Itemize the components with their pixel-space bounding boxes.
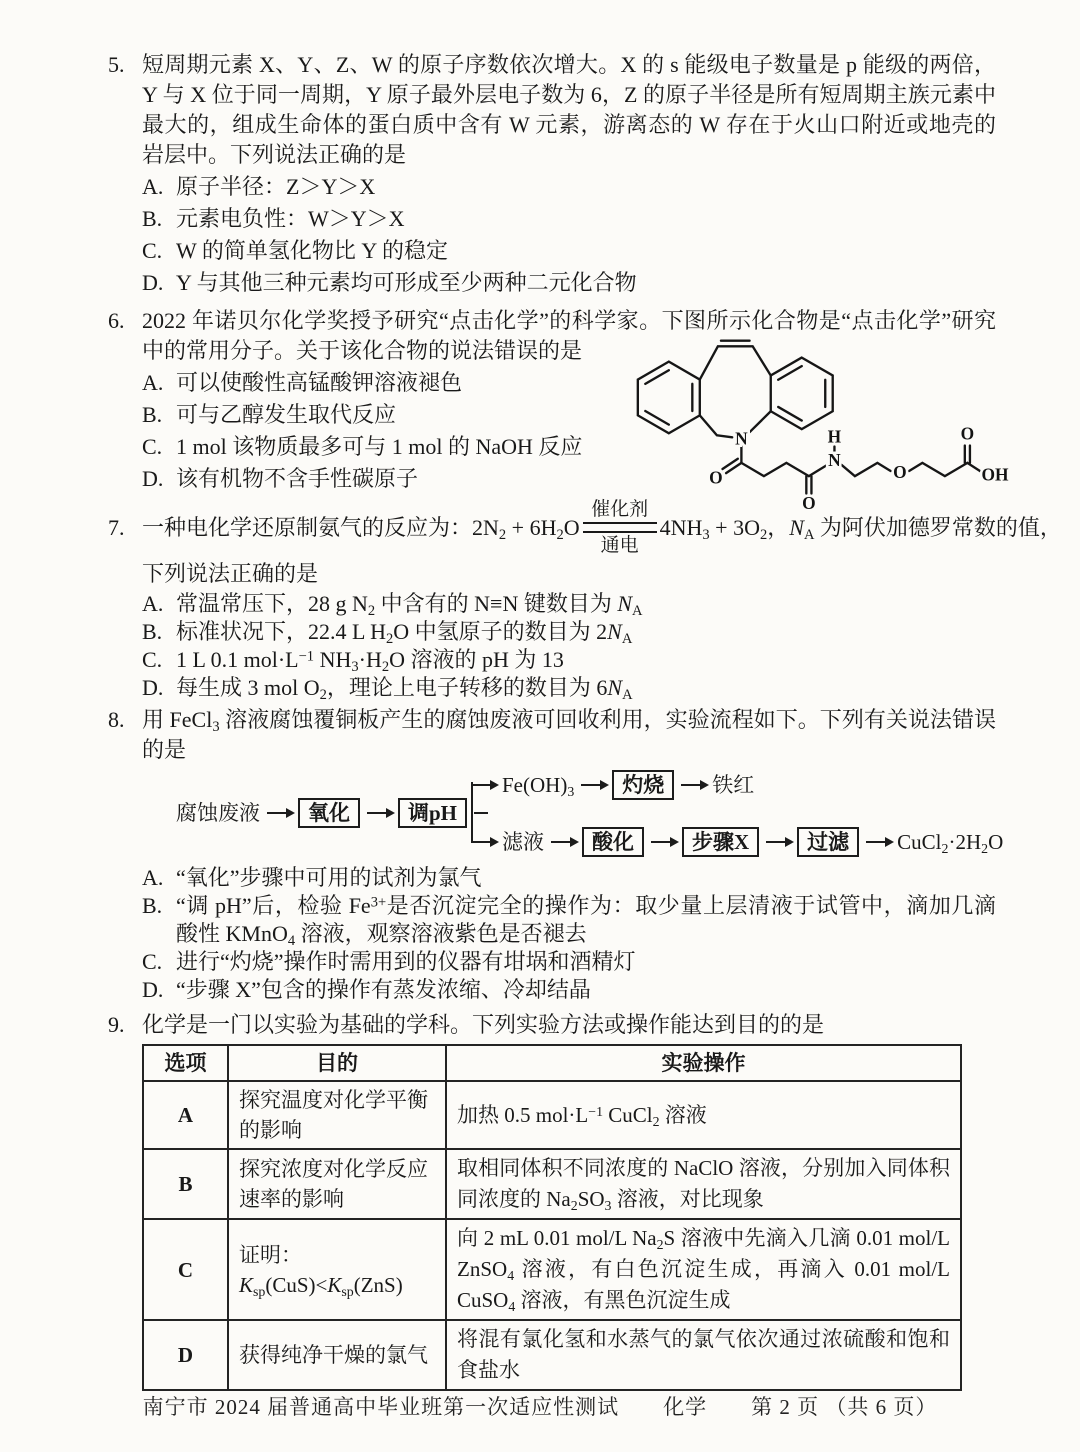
question-5 <box>108 50 996 298</box>
flow-intermediate-feoh3: $Fe(OH)_3$ <box>502 773 575 799</box>
header-purpose: 目的 <box>228 1045 446 1081</box>
arrow-icon <box>766 841 786 843</box>
question-6-option-d <box>142 464 634 494</box>
question-9-number: 9. <box>108 1012 125 1037</box>
row-operation: 向 2 mL 0.01 mol/L $Na_2S$ 溶液中先滴入几滴 0.01 mol/L ZnSO$_4$ 溶液，有白色沉淀生成，再滴入 0.01 mol/L CuSO$_4$ 溶液，有黑色沉淀生成 <box>446 1219 961 1320</box>
row-purpose: 获得纯净干燥的氯气 <box>228 1320 446 1390</box>
question-6-stem: 2022 年诺贝尔化学奖授予研究“点击化学”的科学家。下图所示化合物是“点击化学”研究中的常用分子。关于该化合物的说法错误的是 <box>142 308 996 363</box>
ring-nitrogen-label: N <box>735 429 748 449</box>
arrow-icon <box>471 784 491 786</box>
option-label: B. <box>142 402 163 427</box>
flow-box-oxidize: 氧化 <box>298 798 360 828</box>
connector-line <box>474 812 488 814</box>
process-flow-diagram <box>176 770 1004 856</box>
amide-oxygen-label: O <box>709 468 723 488</box>
flow-box-acidify: 酸化 <box>582 827 644 857</box>
question-9 <box>108 1010 996 1391</box>
option-text: W 的简单氢化物比 Y 的稳定 <box>176 238 448 263</box>
carboxyl-double-bond <box>965 445 970 462</box>
option-text: 1 mol 该物质最多可与 1 mol 的 NaOH 反应 <box>176 434 583 459</box>
question-8 <box>108 705 1004 1004</box>
equation-right: $4NH_3 + 3O_2$， <box>659 514 790 543</box>
arrow-icon <box>681 784 701 786</box>
double-equals-line <box>583 522 657 533</box>
condition-top: 催化剂 <box>591 499 649 520</box>
equation-tail: $N_A$ 为阿伏加德罗常数的值， <box>789 514 1062 543</box>
option-text: 标准状况下，22.4 L $H_2O$ 中氢原子的数目为 $2N_A$ <box>176 619 633 648</box>
question-8-option-d <box>142 976 996 1004</box>
benzene-ring-left <box>638 362 700 434</box>
option-label: A. <box>142 174 164 199</box>
question-6-option-a <box>142 368 634 398</box>
table-row <box>143 1081 961 1149</box>
option-text: “步骤 X”包含的操作有蒸发浓缩、冷却结晶 <box>176 977 591 1002</box>
question-7-option-b <box>142 618 996 648</box>
arrow-icon <box>267 812 287 814</box>
option-label: A. <box>142 370 164 395</box>
option-label: C. <box>142 238 163 263</box>
molecule-structure-figure <box>616 332 1012 514</box>
carbonyl-2-double-bond <box>806 476 811 493</box>
question-7-option-d <box>142 674 996 704</box>
option-label: C. <box>142 949 163 974</box>
condition-bottom: 通电 <box>600 535 639 556</box>
question-5-option-a <box>142 172 996 202</box>
row-option: C <box>143 1219 228 1320</box>
question-8-stem: 用 FeCl$_3$ 溶液腐蚀覆铜板产生的腐蚀废液可回收利用，实验流程如下。下列有关说法错误的是 <box>142 707 996 762</box>
row-purpose: 探究温度对化学平衡的影响 <box>228 1081 446 1149</box>
amide-nitrogen-label: N <box>828 450 841 470</box>
arrow-icon <box>551 841 571 843</box>
question-8-number: 8. <box>108 707 125 732</box>
acid-hydroxyl-label: OH <box>981 465 1009 485</box>
option-label: D. <box>142 466 164 491</box>
row-option: D <box>143 1320 228 1390</box>
flow-box-calcine: 灼烧 <box>612 770 674 800</box>
benzene-ring-right <box>771 358 833 430</box>
row-operation: 加热 0.5 $mol\cdot L^{-1}$ CuCl$_2$ 溶液 <box>446 1081 961 1149</box>
option-text: “氧化”步骤中可用的试剂为氯气 <box>176 865 482 890</box>
question-5-stem: 短周期元素 X、Y、Z、W 的原子序数依次增大。X 的 s 能级电子数量是 p 能级的两倍，Y 与 X 位于同一周期，Y 原子最外层电子数为 6，Z 的原子半径是所有短周期主族元素中最大的，组成生命体的蛋白质中含有 W 元素，游离态的 W 存在于火山口附近或地壳的岩层中。下列说法正确的是 <box>142 52 996 167</box>
arrow-icon <box>651 841 671 843</box>
option-text: 该有机物不含手性碳原子 <box>176 466 419 491</box>
arrow-icon <box>581 784 601 786</box>
option-label: C. <box>142 647 163 672</box>
row-purpose: 探究浓度对化学反应速率的影响 <box>228 1149 446 1219</box>
option-text: 每生成 3 mol $O_2$，理论上电子转移的数目为 $6N_A$ <box>176 675 633 704</box>
flow-box-step-x: 步骤X <box>682 827 759 857</box>
row-option: B <box>143 1149 228 1219</box>
option-text: 常温常压下，28 g $N_2$ 中含有的 N≡N 键数目为 $N_A$ <box>176 591 643 620</box>
equation-left: $2N_2 + 6H_2O$ <box>472 514 580 543</box>
header-operation: 实验操作 <box>446 1045 961 1081</box>
table-header-row <box>143 1045 961 1081</box>
question-7-intro: 一种电化学还原制氨气的反应为： <box>142 514 473 540</box>
option-text: 可以使酸性高锰酸钾溶液褪色 <box>176 370 463 395</box>
option-text: “调 pH”后，检验 $Fe^{3+}$是否沉淀完全的操作为：取少量上层清液于试管中，滴加几滴酸性 KMnO$_4$ 溶液，观察溶液紫色是否褪去 <box>176 893 996 950</box>
question-9-stem: 化学是一门以实验为基础的学科。下列实验方法或操作能达到目的的是 <box>142 1012 825 1037</box>
option-label: B. <box>142 893 163 918</box>
question-7-option-c <box>142 646 996 676</box>
option-label: D. <box>142 675 164 700</box>
table-row <box>143 1219 961 1320</box>
option-text: 进行“灼烧”操作时需用到的仪器有坩埚和酒精灯 <box>176 949 636 974</box>
arrow-icon <box>471 841 491 843</box>
amide-hydrogen-label: H <box>827 427 842 447</box>
question-7-line2: 下列说法正确的是 <box>142 561 319 586</box>
carbonyl-1-double-bond <box>722 459 741 473</box>
ether-oxygen-label: O <box>893 463 907 483</box>
table-row <box>143 1149 961 1219</box>
acid-oxygen-label: O <box>960 424 975 444</box>
flow-box-adjust-ph: 调pH <box>398 798 467 828</box>
question-5-option-d <box>142 268 996 298</box>
option-label: D. <box>142 977 164 1002</box>
cyclooctyne-ring <box>700 346 771 379</box>
option-label: B. <box>142 619 163 644</box>
flow-box-filter: 过滤 <box>797 827 859 857</box>
question-8-option-c <box>142 948 996 976</box>
option-label: B. <box>142 206 163 231</box>
amide2-oxygen-label: O <box>802 493 816 513</box>
question-5-option-c <box>142 236 996 266</box>
arrow-icon <box>367 812 387 814</box>
flow-source: 腐蚀废液 <box>176 801 260 825</box>
flow-product-cucl2: $CuCl_2\cdot 2H_2O$ <box>897 830 1004 856</box>
option-text: 原子半径：Z＞Y＞X <box>176 174 376 199</box>
question-5-number: 5. <box>108 52 125 77</box>
question-8-option-a <box>142 864 996 892</box>
page-footer: 南宁市 2024 届普通高中毕业班第一次适应性测试 化学 第 2 页 （共 6 页） <box>142 1395 938 1419</box>
question-7 <box>108 499 1062 704</box>
option-label: A. <box>142 865 164 890</box>
question-6-option-c <box>142 432 634 462</box>
flow-product-iron-red: 铁红 <box>712 773 755 797</box>
table-row <box>143 1320 961 1390</box>
row-option: A <box>143 1081 228 1149</box>
question-7-number: 7. <box>108 514 125 540</box>
option-label: A. <box>142 591 164 616</box>
question-6-number: 6. <box>108 308 125 333</box>
question-5-option-b <box>142 204 996 234</box>
question-8-option-b <box>142 892 996 948</box>
experiment-table <box>142 1044 962 1391</box>
header-option: 选项 <box>143 1045 228 1081</box>
arrow-icon <box>866 841 886 843</box>
option-label: D. <box>142 270 164 295</box>
row-purpose: 证明： $K_{sp}(CuS)<K_{sp}(ZnS)$ <box>228 1219 446 1320</box>
option-label: C. <box>142 434 163 459</box>
option-text: 1 L 0.1 $mol\cdot L^{-1}$ $NH_3\cdot H_2O$ 溶液的 pH 为 13 <box>176 647 564 676</box>
option-text: 可与乙醇发生取代反应 <box>176 402 397 427</box>
option-text: Y 与其他三种元素均可形成至少两种二元化合物 <box>176 270 637 295</box>
question-6-option-b <box>142 400 634 430</box>
question-7-option-a <box>142 590 996 620</box>
row-operation: 取相同体积不同浓度的 NaClO 溶液，分别加入同体积同浓度的 $Na_2SO_3$ 溶液，对比现象 <box>446 1149 961 1219</box>
row-operation: 将混有氯化氢和水蒸气的氯气依次通过浓硫酸和饱和食盐水 <box>446 1320 961 1390</box>
option-text: 元素电负性：W＞Y＞X <box>176 206 405 231</box>
flow-intermediate-filtrate: 滤液 <box>502 830 544 854</box>
